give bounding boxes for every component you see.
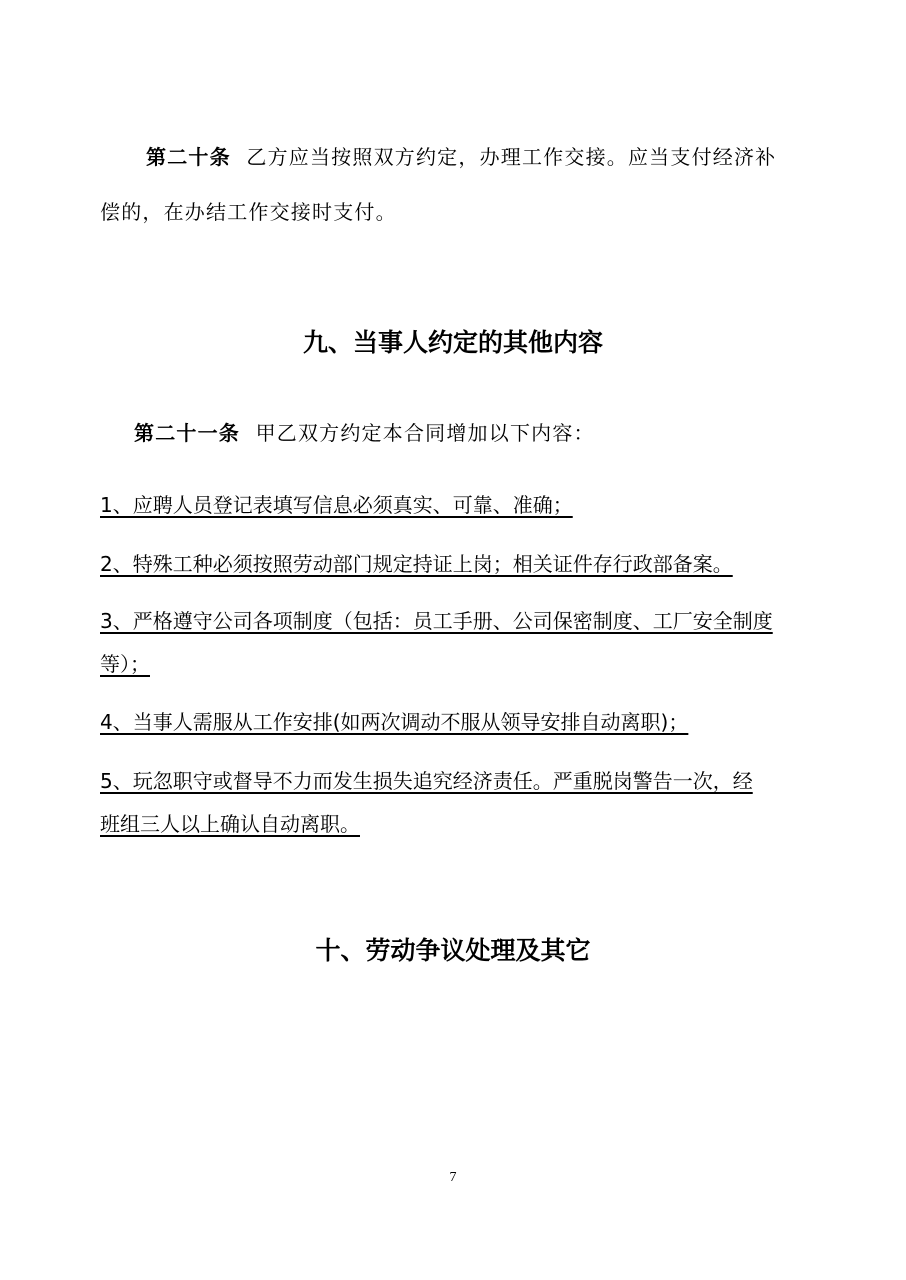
section-10-title: 十、劳动争议处理及其它 (315, 936, 591, 965)
list-item: 4、当事人需服从工作安排(如两次调动不服从领导安排自动离职)； (100, 710, 689, 734)
article-21-intro: 甲乙双方约定本合同增加以下内容： (255, 421, 595, 445)
article-20-text-1: 乙方应当按照双方约定，办理工作交接。应当支付经济补 (246, 145, 777, 169)
list-item: 1、应聘人员登记表填写信息必须真实、可靠、准确； (100, 493, 573, 517)
list-item: 2、特殊工种必须按照劳动部门规定持证上岗；相关证件存行政部备案。 (100, 552, 733, 576)
article-20-label: 第二十条 (146, 145, 231, 169)
list-item: 5、玩忽职守或督导不力而发生损失追究经济责任。严重脱岗警告一次，经 (100, 769, 753, 793)
page-number: 7 (449, 1170, 457, 1185)
section-9-title: 九、当事人约定的其他内容 (302, 328, 603, 357)
article-21-label: 第二十一条 (134, 421, 240, 445)
list-item: 3、严格遵守公司各项制度（包括：员工手册、公司保密制度、工厂安全制度 (100, 609, 773, 633)
article-20-line-2 (100, 198, 397, 226)
article-20-text-2: 偿的，在办结工作交接时支付。 (100, 200, 397, 224)
article-20-line-1 (146, 143, 776, 171)
list-item-continued: 班组三人以上确认自动离职。 (100, 812, 360, 836)
article-21-line (134, 419, 595, 447)
list-item-continued: 等）； (100, 652, 150, 676)
